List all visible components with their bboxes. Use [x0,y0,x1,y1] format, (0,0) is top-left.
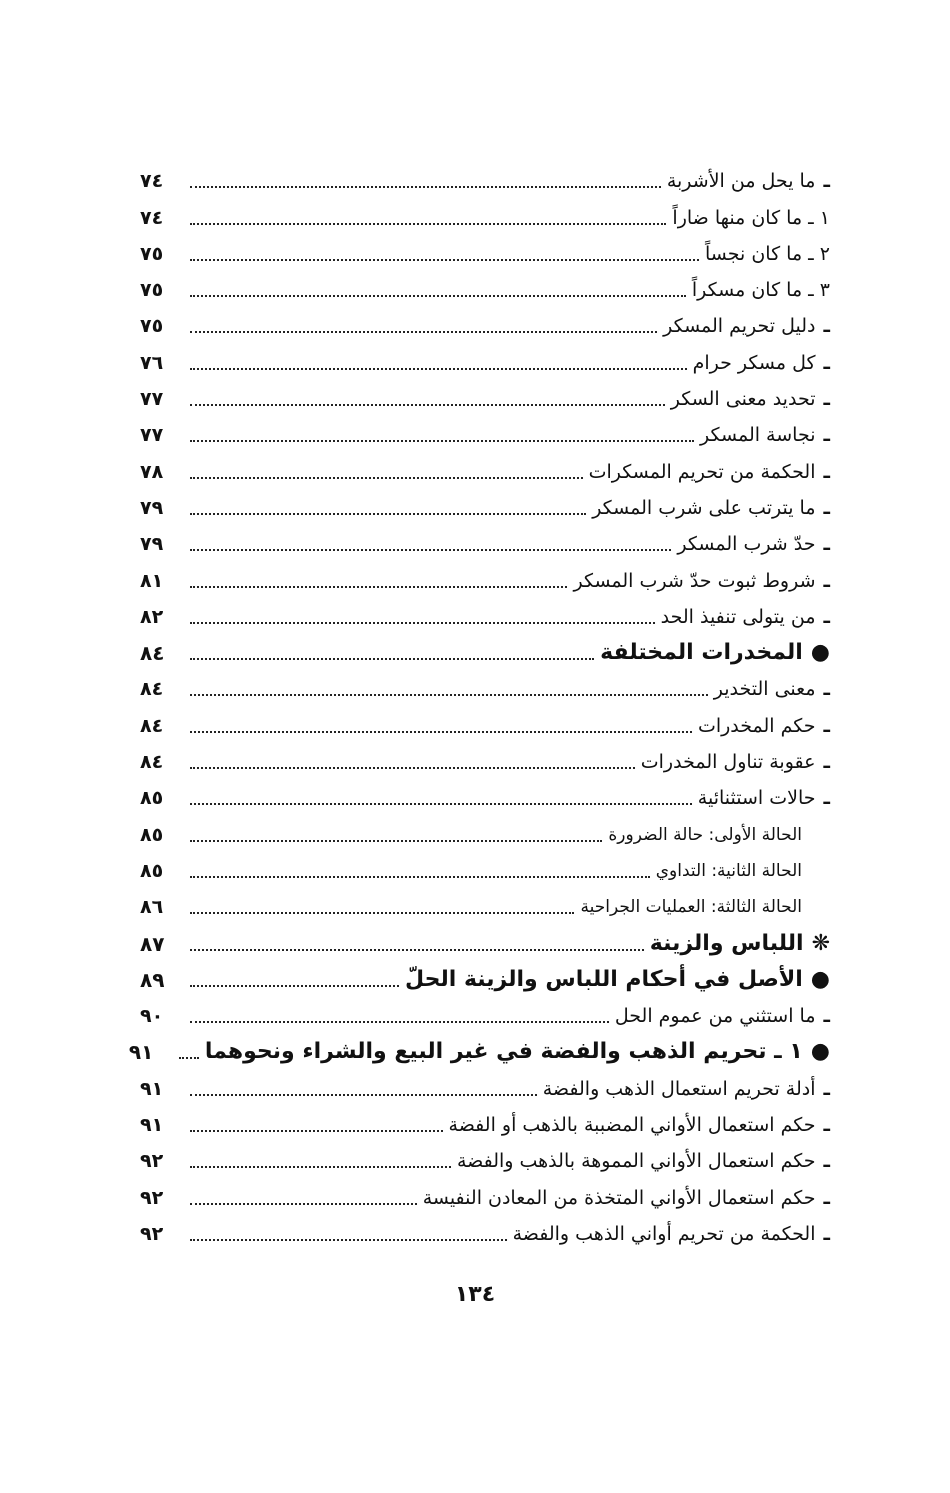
toc-entry-title [692,278,830,302]
toc-entry-text: ما استثني من عموم الحل [614,1005,816,1028]
toc-entry-page: ٧٤ [140,206,164,229]
dash-marker: ـ [823,1222,830,1245]
toc-entry-page: ٩١ [128,1040,154,1065]
toc-entry-text: ٣ ـ ما كان مسكراً [691,279,830,302]
toc-entry-page: ٩٢ [140,1222,164,1245]
toc-entry [140,701,830,737]
dash-marker: ـ [823,1186,830,1209]
toc-entry-text: الحالة الثالثة: العمليات الجراحية [580,897,802,918]
asterisk-icon: ❋ [811,930,830,956]
toc-entry-page: ٨٥ [140,787,164,810]
dash-marker: ـ [823,388,830,411]
toc-entry-page: ٧٦ [140,351,164,374]
dot-leader [190,499,586,515]
toc-entry [140,302,830,338]
toc-entry-text: ١ ـ تحريم الذهب والفضة في غير البيع والشراء ونحوهما [204,1039,803,1065]
toc-entry-title [677,532,830,556]
toc-entry-page: ٧٤ [140,170,164,193]
toc-entry-title [714,677,830,701]
dot-leader [190,898,574,914]
bullet-icon: ● [810,966,830,992]
toc-entry [140,266,830,302]
toc-entry-title [513,1222,830,1246]
dot-leader [190,680,708,696]
toc-entry [140,447,830,483]
dash-marker: ـ [823,424,830,447]
dash-marker: ـ [823,1077,830,1100]
toc-entry-title [423,1186,830,1210]
toc-entry-page: ٧٥ [140,279,164,302]
toc-entry-title [405,968,830,992]
toc-entry-text: أدلة تحريم استعمال الذهب والفضة [542,1077,816,1100]
toc-entry-page: ٩١ [140,1077,164,1100]
toc-entry [140,629,830,665]
bullet-icon: ● [810,1039,830,1065]
dot-leader [190,753,635,769]
toc-entry-page: ٩٢ [140,1150,164,1173]
toc-entry-page: ٨٤ [140,751,164,774]
table-of-contents [128,157,830,1246]
dot-leader [190,172,661,188]
toc-entry-title [671,387,830,411]
dash-marker: ـ [823,533,830,556]
dash-marker: ـ [823,170,830,193]
toc-entry-title [600,641,830,665]
toc-entry-page: ٨٤ [140,641,165,666]
toc-entry [140,230,830,266]
toc-entry-text: ١ ـ ما كان منها ضاراً [672,206,830,229]
toc-entry-text: نجاسة المسكر [700,424,816,447]
dash-marker: ـ [823,605,830,628]
dash-marker: ـ [823,714,830,737]
toc-entry [140,556,830,592]
toc-entry-text: الحالة الأولى: حالة الضرورة [608,824,802,845]
toc-entry-title [705,242,830,266]
toc-entry-title [672,206,830,230]
dot-leader [190,935,644,951]
toc-entry-text: حالات استثنائية [697,787,816,810]
toc-entry-text: الحكمة من تحريم المسكرات [588,460,816,483]
dash-marker: ـ [823,496,830,519]
dot-leader [190,1152,451,1168]
toc-entry [140,883,830,919]
toc-entry [140,1137,830,1173]
toc-entry-title [656,859,830,883]
toc-entry [140,375,830,411]
toc-entry-title [205,1040,830,1064]
toc-entry-page: ٧٩ [140,496,164,519]
toc-entry [140,1210,830,1246]
toc-entry-title [698,714,830,738]
dash-marker: ـ [823,351,830,374]
dot-leader [190,1225,507,1241]
bullet-icon: ● [810,640,830,666]
dot-leader [190,1007,609,1023]
toc-entry-page: ٨٢ [140,605,164,628]
toc-entry-title [661,605,830,629]
toc-entry [140,774,830,810]
toc-entry [140,1064,830,1100]
dot-leader [190,572,567,588]
toc-entry [140,919,830,955]
toc-entry-page: ٨٧ [140,931,165,956]
toc-entry [140,847,830,883]
dot-leader [190,535,671,551]
toc-entry-text: ما يحل من الأشربة [666,170,816,193]
toc-entry [140,338,830,374]
dot-leader [190,826,602,842]
toc-entry-page: ٨٥ [140,823,164,846]
toc-entry-title [457,1149,830,1173]
toc-entry-title [449,1113,830,1137]
dot-leader [179,1043,199,1059]
toc-entry-text: معنى التخدير [713,678,816,701]
toc-entry [140,1173,830,1209]
toc-entry-title [693,351,830,375]
toc-entry-title [573,569,830,593]
toc-entry-text: تحديد معنى السكر [670,388,816,411]
dot-leader [190,717,692,733]
toc-entry-text: حكم استعمال الأواني المتخذة من المعادن النفيسة [422,1186,816,1209]
toc-entry-text: حكم استعمال الأواني المموهة بالذهب والفضة [456,1150,816,1173]
dash-marker: ـ [823,1150,830,1173]
toc-entry-title [608,823,830,847]
toc-entry-page: ٩٢ [140,1186,164,1209]
toc-entry-title [543,1077,830,1101]
toc-entry-text: عقوبة تناول المخدرات [640,751,816,774]
toc-entry [140,738,830,774]
toc-entry-page: ٧٧ [140,388,164,411]
toc-entry-page: ٧٩ [140,533,164,556]
toc-entry-text: حكم استعمال الأواني المضببة بالذهب أو الفضة [448,1114,816,1137]
toc-entry [140,1101,830,1137]
dash-marker: ـ [823,569,830,592]
toc-entry-title [592,496,830,520]
toc-entry-title [650,932,830,956]
toc-entry-page: ٨٤ [140,714,164,737]
toc-entry-page: ٨٥ [140,859,164,882]
toc-entry-title [615,1004,830,1028]
toc-entry-title [700,423,830,447]
toc-entry-page: ٨٦ [140,896,164,919]
toc-entry-page: ٨٩ [140,967,165,992]
dot-leader [190,426,694,442]
dot-leader [190,971,399,987]
toc-entry [140,665,830,701]
toc-entry-page: ٧٨ [140,460,164,483]
toc-entry-title [698,786,830,810]
toc-entry-text: الحكمة من تحريم أواني الذهب والفضة [512,1222,816,1245]
toc-entry-text: شروط ثبوت حدّ شرب المسكر [573,569,816,592]
toc-entry [128,1028,830,1065]
toc-entry-title [580,895,830,919]
toc-entry-page: ٨١ [140,569,164,592]
dot-leader [190,317,657,333]
toc-entry-title [667,169,830,193]
toc-entry-title [589,460,830,484]
dot-leader [190,862,650,878]
dot-leader [190,463,583,479]
dot-leader [190,1189,417,1205]
toc-entry-text: حكم المخدرات [697,714,816,737]
toc-entry-page: ٩١ [140,1114,164,1137]
dash-marker: ـ [823,678,830,701]
dot-leader [190,789,692,805]
toc-entry-text: حدّ شرب المسكر [677,533,816,556]
dash-marker: ـ [823,787,830,810]
dot-leader [190,245,699,261]
dash-marker: ـ [823,315,830,338]
toc-entry-page: ٧٥ [140,242,164,265]
toc-entry [140,484,830,520]
dot-leader [190,1116,443,1132]
page-number: ١٣٤ [454,1282,496,1307]
dash-marker: ـ [823,460,830,483]
toc-entry-text: من يتولى تنفيذ الحد [660,605,816,628]
toc-entry [140,411,830,447]
dash-marker: ـ [823,1114,830,1137]
toc-entry-title [663,314,830,338]
toc-entry [140,810,830,846]
toc-entry-text: ما يترتب على شرب المسكر [592,496,816,519]
toc-entry-text: كل مسكر حرام [692,351,816,374]
toc-entry [140,956,830,992]
dot-leader [190,354,687,370]
toc-entry-text: الحالة الثانية: التداوي [655,860,802,881]
toc-entry [140,992,830,1028]
toc-entry [140,593,830,629]
toc-entry-text: الأصل في أحكام اللباس والزينة الحلّ [405,966,803,992]
toc-entry [140,157,830,193]
toc-entry-title [641,750,830,774]
toc-entry-text: اللباس والزينة [649,930,804,956]
dot-leader [190,1080,537,1096]
toc-entry [140,520,830,556]
dash-marker: ـ [823,751,830,774]
toc-entry [140,193,830,229]
toc-entry-page: ٨٤ [140,678,164,701]
dot-leader [190,209,666,225]
toc-entry-page: ٧٥ [140,315,164,338]
dash-marker: ـ [823,1005,830,1028]
toc-entry-text: المخدرات المختلفة [600,640,803,666]
toc-entry-page: ٩٠ [140,1005,164,1028]
dot-leader [190,608,655,624]
dot-leader [190,644,594,660]
dot-leader [190,281,686,297]
toc-entry-text: دليل تحريم المسكر [663,315,816,338]
toc-entry-text: ٢ ـ ما كان نجساً [705,242,830,265]
dot-leader [190,390,665,406]
toc-entry-page: ٧٧ [140,424,164,447]
